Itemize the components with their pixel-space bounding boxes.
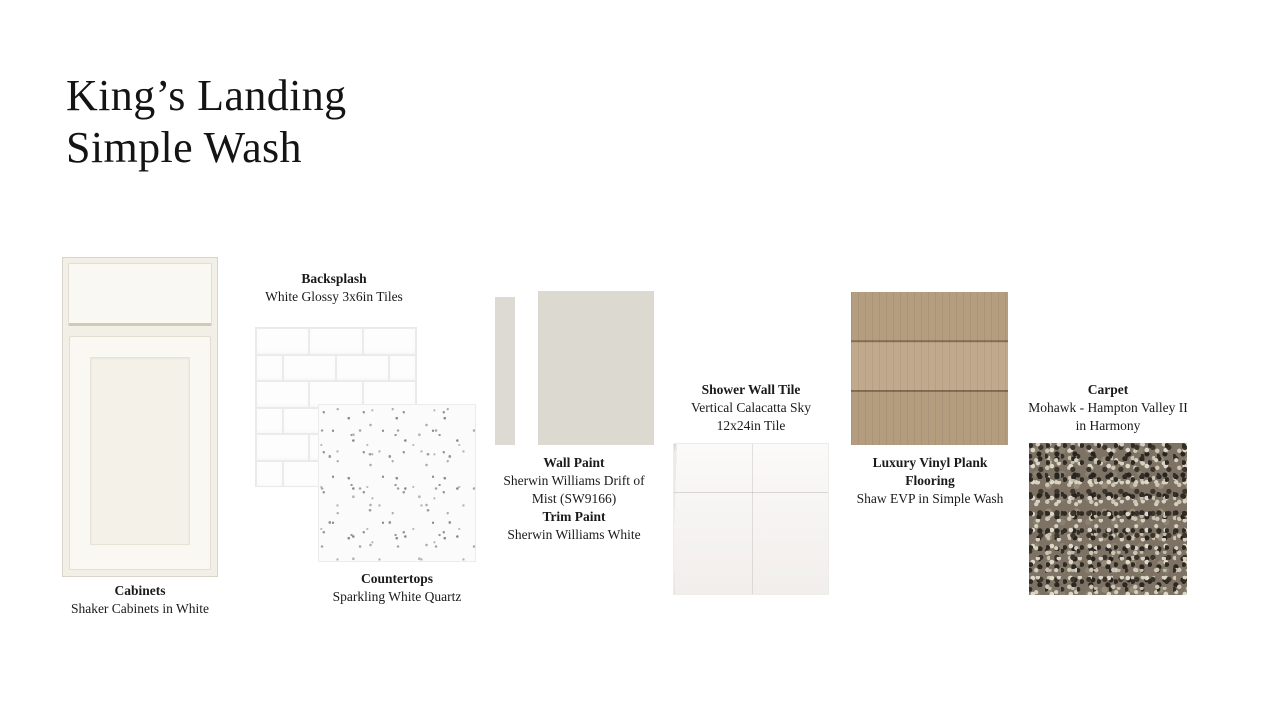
swatch-shower-wall-tile [673, 443, 829, 595]
cabinet-drawer-face [68, 263, 212, 326]
swatch-luxury-vinyl-plank [851, 292, 1008, 445]
caption-shower-wall-tile-description: Vertical Calacatta Sky 12x24in Tile [691, 399, 811, 433]
caption-luxury-vinyl-plank-description: Shaw EVP in Simple Wash [856, 490, 1004, 506]
plank-seam [851, 390, 1008, 392]
swatch-cabinets [62, 257, 218, 577]
caption-carpet-description: Mohawk - Hampton Valley II in Harmony [1028, 399, 1188, 433]
caption-carpet-heading: Carpet [1087, 382, 1129, 397]
tile [256, 381, 309, 408]
tile [363, 328, 416, 355]
caption-cabinets-heading: Cabinets [114, 583, 166, 598]
tile [256, 408, 283, 435]
page-title [66, 70, 347, 174]
caption-luxury-vinyl-plank [852, 454, 1008, 508]
caption-wall-paint-description: Sherwin Williams Drift of Mist (SW9166) [503, 472, 645, 506]
page-title-line-1: King’s Landing [66, 71, 347, 120]
tile-seam-horizontal [674, 492, 828, 493]
caption-trim-paint-description: Sherwin Williams White [507, 526, 641, 542]
caption-countertops-description: Sparkling White Quartz [332, 588, 462, 604]
tile [256, 434, 309, 461]
tile [389, 355, 416, 382]
tile-row [256, 328, 416, 355]
caption-wall-paint-heading: Wall Paint [543, 455, 605, 470]
tile [336, 355, 389, 382]
cabinet-door-face [69, 336, 211, 570]
tile [256, 461, 283, 487]
swatch-countertops [318, 404, 476, 562]
plank-seam [851, 340, 1008, 342]
caption-backsplash-heading: Backsplash [301, 271, 367, 286]
swatch-carpet [1029, 443, 1187, 595]
caption-cabinets [50, 582, 230, 618]
cabinet-door-panel [90, 357, 190, 545]
tile-seam-vertical [752, 444, 753, 594]
tile [256, 328, 309, 355]
caption-carpet [1028, 381, 1188, 435]
tile [309, 328, 362, 355]
tile-row [256, 355, 416, 382]
caption-countertops-heading: Countertops [360, 571, 433, 586]
swatch-trim-paint [495, 297, 515, 445]
caption-backsplash-description: White Glossy 3x6in Tiles [265, 288, 403, 304]
tile [283, 355, 336, 382]
caption-backsplash [254, 270, 414, 306]
caption-trim-paint-heading: Trim Paint [542, 508, 606, 524]
caption-luxury-vinyl-plank-heading: Luxury Vinyl Plank Flooring [872, 455, 988, 488]
caption-shower-wall-tile [672, 381, 830, 435]
caption-shower-wall-tile-heading: Shower Wall Tile [701, 382, 801, 397]
caption-paints [490, 454, 658, 544]
page-title-line-2: Simple Wash [66, 122, 302, 172]
caption-cabinets-description: Shaker Cabinets in White [70, 600, 210, 616]
tile [256, 355, 283, 382]
caption-countertops [318, 570, 476, 606]
swatch-wall-paint [538, 291, 654, 445]
